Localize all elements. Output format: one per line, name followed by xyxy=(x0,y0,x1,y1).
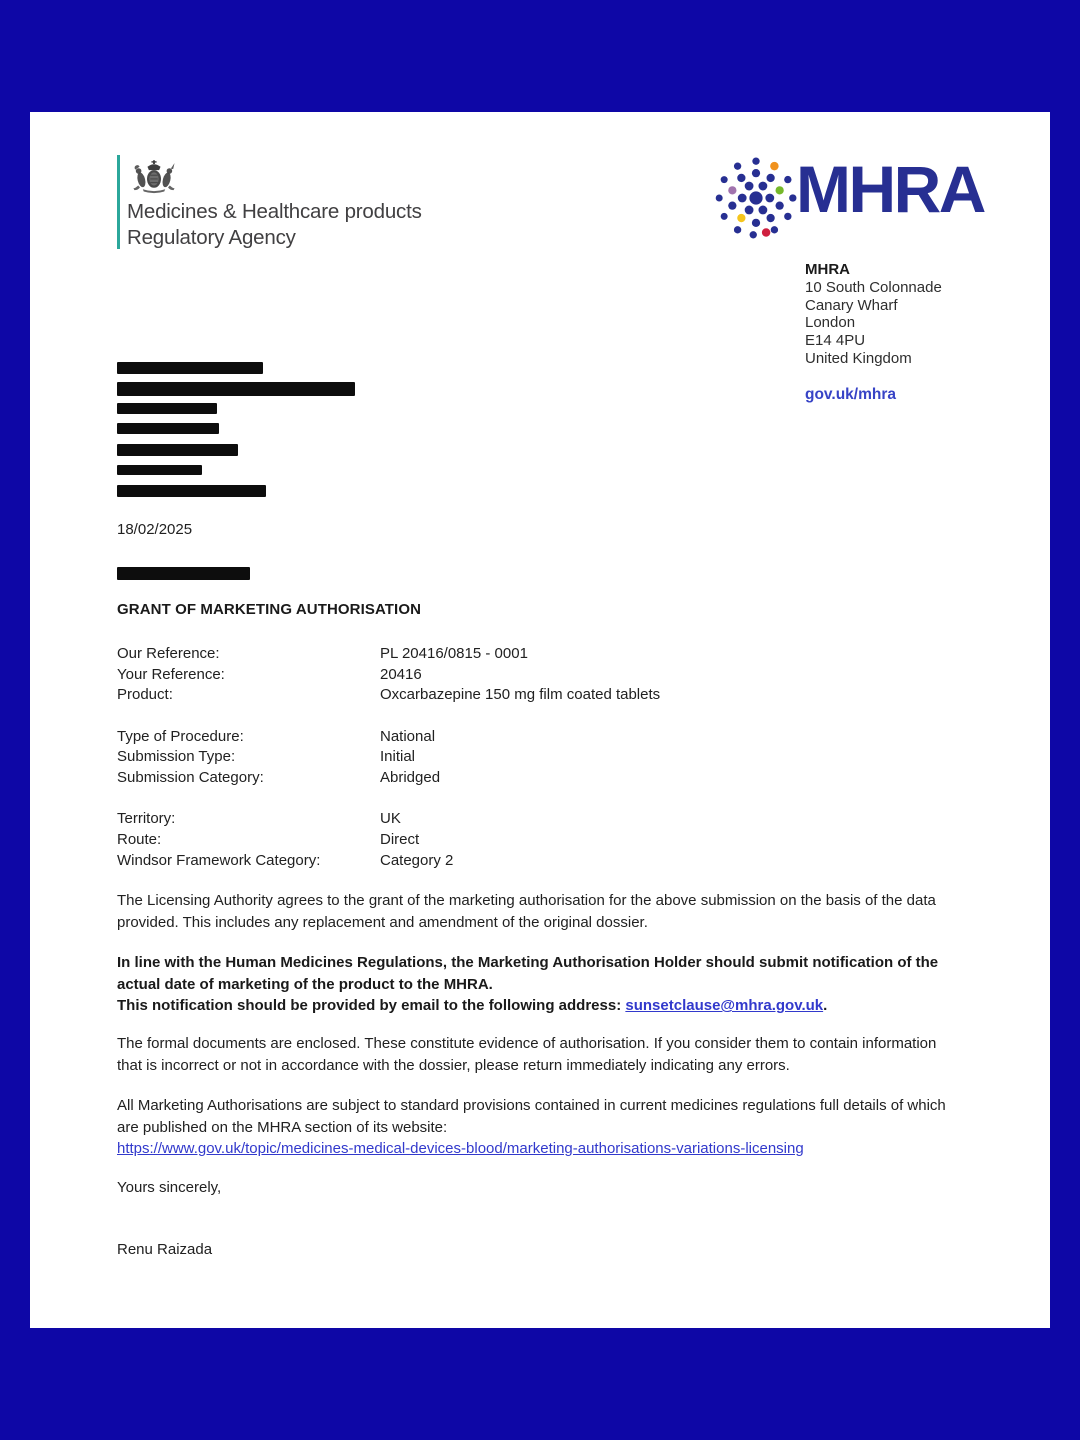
mhra-address-line: E14 4PU xyxy=(805,332,866,350)
ref-value: UK xyxy=(380,810,401,828)
ref-value: Initial xyxy=(380,748,416,766)
dot-orange xyxy=(770,162,778,170)
mhra-address-line: 10 South Colonnade xyxy=(805,278,942,296)
table-row xyxy=(117,809,965,830)
dot-purple xyxy=(728,186,736,194)
notification-sentence-1: In line with the Human Medicines Regulations, the Marketing Authorisation Holder should submit notification of the actual date of marketing of the product to the MHRA. xyxy=(117,954,939,993)
ref-label: Your Reference: xyxy=(117,665,225,683)
ref-value: Category 2 xyxy=(380,851,454,869)
agency-name xyxy=(127,199,422,250)
ref-label: Submission Type: xyxy=(117,748,236,766)
redacted-line xyxy=(117,403,217,414)
dot-yellow xyxy=(737,214,745,222)
signatory-name: Renu Raizada xyxy=(117,1241,213,1258)
mhra-address-block xyxy=(805,261,942,368)
table-row xyxy=(117,851,965,872)
table-row xyxy=(117,644,965,665)
table-row xyxy=(117,830,965,851)
standard-provisions-text: All Marketing Authorisations are subject to standard provisions contained in current medicines regulations full details of which are published on the MHRA section of its website: xyxy=(117,1097,946,1136)
reference-table xyxy=(117,644,965,871)
redacted-line xyxy=(117,444,238,456)
ref-label: Windsor Framework Category: xyxy=(117,851,321,869)
redacted-line xyxy=(117,465,202,475)
ref-label: Product: xyxy=(117,686,173,704)
recipient-address-redacted-block xyxy=(117,362,417,498)
ref-label: Submission Category: xyxy=(117,769,264,787)
redacted-line xyxy=(117,485,266,497)
ref-value: Oxcarbazepine 150 mg film coated tablets xyxy=(380,686,661,704)
dot-green xyxy=(776,186,784,194)
table-row xyxy=(117,747,965,768)
ref-value: PL 20416/0815 - 0001 xyxy=(380,645,528,662)
ref-label: Route: xyxy=(117,830,162,848)
gov-uk-licensing-url-link[interactable]: https://www.gov.uk/topic/medicines-medical-devices-blood/marketing-authorisations-variations-licensing xyxy=(117,1140,804,1158)
mhra-dots-icon xyxy=(710,152,802,244)
redacted-line xyxy=(117,382,355,396)
letter-page xyxy=(30,112,1050,1328)
mhra-address-line: Canary Wharf xyxy=(805,296,898,314)
agency-name-line2: Regulatory Agency xyxy=(127,225,296,249)
redacted-line xyxy=(117,423,219,434)
dot-red xyxy=(762,228,770,236)
notification-sentence-2-period: . xyxy=(823,997,828,1015)
salutation-redacted xyxy=(117,567,250,580)
ref-value: Abridged xyxy=(380,769,441,787)
table-row xyxy=(117,685,965,706)
ref-label: Our Reference: xyxy=(117,645,220,662)
paragraph-notification xyxy=(117,952,965,1017)
table-row xyxy=(117,727,965,748)
table-row xyxy=(117,665,965,686)
mhra-address-line: United Kingdom xyxy=(805,349,912,367)
agency-name-line1: Medicines & Healthcare products xyxy=(127,200,422,223)
subject-heading: GRANT OF MARKETING AUTHORISATION xyxy=(117,601,422,618)
gov-uk-mhra-link[interactable]: gov.uk/mhra xyxy=(805,386,897,403)
mhra-wordmark: MHRA xyxy=(796,152,984,226)
table-row xyxy=(117,768,965,789)
teal-divider-bar xyxy=(117,155,120,249)
ref-label: Territory: xyxy=(117,810,176,828)
letter-date: 18/02/2025 xyxy=(117,521,193,538)
paragraph-licensing-authority: The Licensing Authority agrees to the grant of the marketing authorisation for the above submission on the basis of the data provided. This includes any replacement and amendment of the original dossier. xyxy=(117,892,936,931)
sunsetclause-email-link[interactable]: sunsetclause@mhra.gov.uk xyxy=(625,997,824,1015)
royal-crest-icon xyxy=(126,158,182,198)
ref-label: Type of Procedure: xyxy=(117,727,244,745)
mhra-dots-blue-group xyxy=(716,158,797,239)
ref-value: National xyxy=(380,727,436,745)
closing-line: Yours sincerely, xyxy=(117,1179,222,1196)
ref-value: Direct xyxy=(380,830,420,848)
paragraph-formal-documents: The formal documents are enclosed. These constitute evidence of authorisation. If you consider them to contain information that is incorrect or not in accordance with the dossier, please return immediately indicating any errors. xyxy=(117,1035,937,1074)
mhra-address-line: London xyxy=(805,314,856,332)
mhra-address-name: MHRA xyxy=(805,261,850,278)
paragraph-standard-provisions xyxy=(117,1095,965,1160)
notification-sentence-2 xyxy=(117,995,965,1017)
redacted-line xyxy=(117,362,263,374)
notification-sentence-2-text: This notification should be provided by email to the following address: xyxy=(117,997,626,1015)
ref-value: 20416 xyxy=(380,665,422,683)
